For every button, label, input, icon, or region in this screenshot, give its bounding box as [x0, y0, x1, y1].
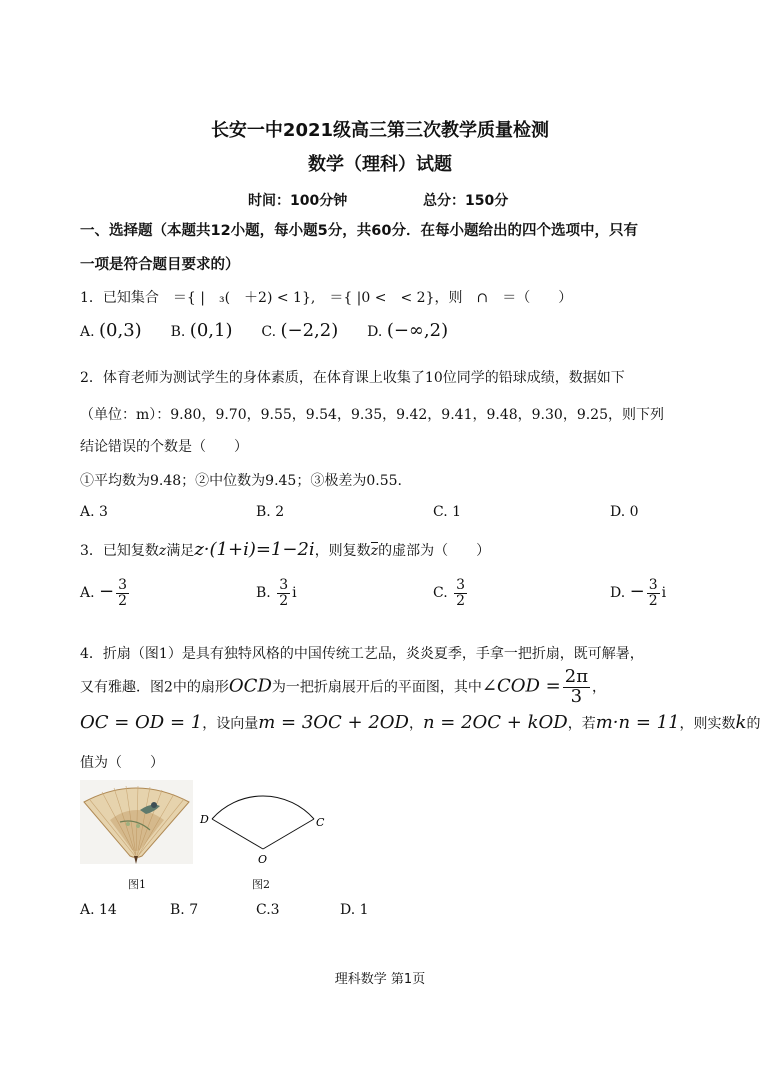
q4-line2: 又有雅趣．图2中的扇形OCD为一把折扇展开后的平面图，其中∠COD = $\frac{2\pi}{3}$ ，: [80, 666, 607, 707]
q2-line2: （单位：m）：9.80，9.70，9.55，9.54，9.35，9.42，9.41，9.48，9.30，9.25，则下列: [80, 407, 664, 423]
section-heading-line2: 一项是符合题目要求的）: [80, 257, 240, 273]
q3-option-a: A. − $\frac{3}{2}$: [80, 577, 128, 609]
q3-option-b: B. $\frac{3}{2}$ i: [256, 577, 297, 609]
exam-subtitle: 数学（理科）试题: [308, 154, 452, 175]
q2-line3: 结论错误的个数是（ ）: [80, 439, 248, 455]
q4-option-b: B. 7: [170, 902, 199, 918]
point-o-label: O: [258, 853, 268, 866]
q3-option-d: D. − $\frac{3}{2}$ i: [610, 577, 667, 609]
q1-option-b: B. (0,1): [170, 320, 233, 341]
q4-option-a: A. 14: [80, 902, 117, 918]
q1-option-c: C. (−2,2): [261, 320, 339, 341]
q4-option-d: D. 1: [340, 902, 369, 918]
q3-stem: 3．已知复数z满足z·(1+i)=1−2i，则复数z的虚部为（ ）: [80, 539, 491, 560]
q1-stem: 1．已知集合 ＝{ | ₃( ＋2) < 1}, ＝{ |0 < < 2}，则 ∩ ＝（ ）: [80, 290, 573, 306]
exam-title: 长安一中2021级高三第三次教学质量检测: [210, 120, 550, 141]
q2-option-d: D. 0: [610, 504, 639, 520]
time-label: 时间：100分钟: [248, 193, 348, 209]
section-heading-line1: 一、选择题（本题共12小题，每小题5分，共60分．在每小题给出的四个选项中，只有: [80, 223, 638, 239]
q2-option-b: B. 2: [256, 504, 285, 520]
q4-line1: 4．折扇（图1）是具有独特风格的中国传统工艺品，炎炎夏季，手拿一把折扇，既可解暑，: [80, 646, 644, 662]
point-c-label: C: [316, 816, 325, 829]
point-d-label: D: [200, 813, 209, 826]
q1-option-d: D. (−∞,2): [367, 320, 449, 341]
page-footer: 理科数学 第1页: [334, 972, 426, 987]
q3-equation: z·(1+i)=1−2i: [194, 539, 315, 560]
q1-options: [80, 320, 448, 341]
q4-vector-m: m = 3OC + 2OD: [258, 712, 409, 733]
q3-option-c: C. $\frac{3}{2}$: [433, 577, 466, 609]
figure1-caption: 图1: [128, 878, 146, 891]
q4-option-c: C.3: [256, 902, 280, 918]
q2-line1: 2．体育老师为测试学生的身体素质，在体育课上收集了10位同学的铅球成绩，数据如下: [80, 370, 625, 386]
q2-option-a: A. 3: [80, 504, 108, 520]
q2-option-c: C. 1: [433, 504, 462, 520]
q3-conjugate-z: z: [370, 543, 379, 559]
folding-fan-image: [80, 780, 193, 864]
score-label: 总分：150分: [423, 193, 509, 209]
q4-vector-n: n = 2OC + kOD: [422, 712, 568, 733]
q2-line4: ①平均数为9.48；②中位数为9.45；③极差为0.55.: [80, 473, 402, 489]
figure2-caption: 图2: [252, 878, 270, 891]
q1-option-a: A. (0,3): [80, 320, 142, 341]
sector-ocd-diagram: [198, 785, 328, 869]
q4-line3: OC = OD = 1，设向量m = 3OC + 2OD，n = 2OC + kOD，若m·n = 11，则实数k的: [80, 712, 760, 733]
q4-line4: 值为（ ）: [80, 755, 164, 771]
